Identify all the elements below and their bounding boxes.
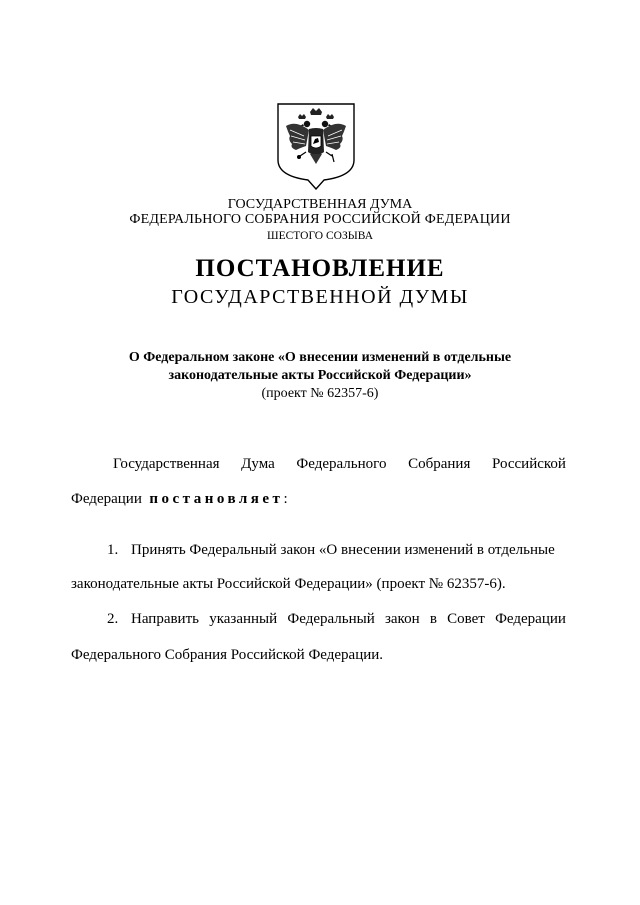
subject-line1: О Федеральном законе «О внесении изменений в отдельные (128, 350, 512, 365)
intro-line1 (113, 455, 566, 473)
subject-line2: законодательные акты Российской Федерации» (168, 368, 472, 383)
intro-word: Российской (492, 456, 566, 472)
item-1-line1 (107, 541, 555, 559)
intro-word: Собрания (408, 456, 471, 472)
intro-line2 (71, 490, 288, 508)
org-name-line1: ГОСУДАРСТВЕННАЯ ДУМА (227, 197, 413, 212)
org-name-line2: ФЕДЕРАЛЬНОГО СОБРАНИЯ РОССИЙСКОЙ ФЕДЕРАЦИИ (129, 212, 511, 227)
item-2-line1 (131, 610, 566, 628)
item-1-line2: законодательные акты Российской Федерации» (проект № 62357-6). (71, 576, 506, 592)
item-2-word: Совет (447, 611, 485, 627)
intro-line2-end: : (283, 491, 288, 507)
item-2-word: Федеральный (287, 611, 375, 627)
intro-line2-start: Федерации (71, 491, 142, 507)
decree-word: постановляет (149, 491, 284, 507)
intro-word: Федерального (296, 456, 387, 472)
item-2-word: Федерации (495, 611, 566, 627)
coat-of-arms-emblem (276, 102, 356, 190)
document-type-title: ПОСТАНОВЛЕНИЕ (195, 255, 445, 282)
item-2-word: указанный (209, 611, 278, 627)
intro-word: Государственная (113, 456, 220, 472)
item-2-number: 2. (107, 611, 119, 627)
item-2-word: в (429, 611, 437, 627)
convocation: ШЕСТОГО СОЗЫВА (266, 230, 374, 242)
item-1-number: 1. (107, 542, 119, 558)
item-1-text: Принять Федеральный закон «О внесении изменений в отдельные (131, 542, 555, 558)
item-2-word: Направить (131, 611, 199, 627)
project-number: (проект № 62357-6) (261, 386, 379, 401)
document-issuer-title: ГОСУДАРСТВЕННОЙ ДУМЫ (171, 286, 469, 308)
intro-word: Дума (241, 456, 275, 472)
item-2-line2: Федерального Собрания Российской Федерации. (71, 647, 384, 663)
item-2-word: закон (384, 611, 420, 627)
